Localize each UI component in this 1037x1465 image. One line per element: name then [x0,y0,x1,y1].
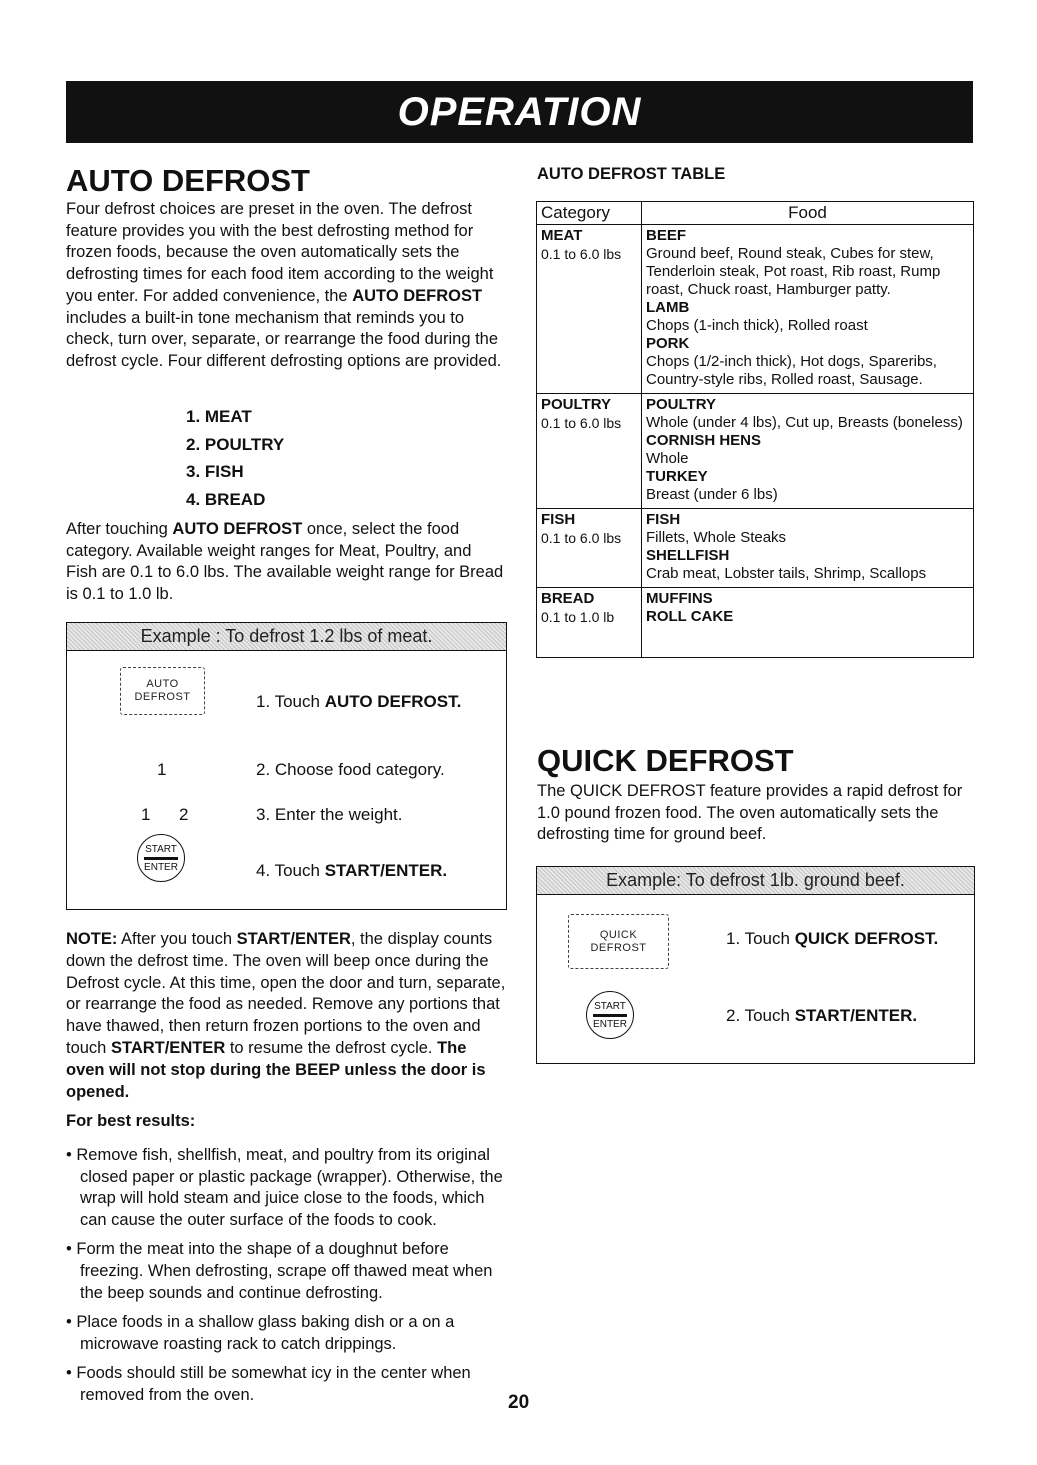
operation-banner [66,81,973,143]
auto-defrost-table-title: AUTO DEFROST TABLE [537,165,726,183]
start-label: START [594,1000,626,1012]
auto-defrost-table [536,201,974,658]
food-items: Whole (under 4 lbs), Cut up, Breasts (boneless) [646,414,963,431]
food-cell [642,394,974,509]
start-enter-button[interactable] [137,834,185,882]
number-key-weight-1[interactable]: 1 [141,805,151,824]
category-range: 0.1 to 1.0 lb [541,609,615,625]
auto-step-1: 1. Touch AUTO DEFROST. [256,692,462,711]
category-cell [537,225,642,394]
banner-title: OPERATION [397,89,642,134]
food-items: Chops (1-inch thick), Rolled roast [646,317,868,334]
quick-defrost-key-line1: QUICK [599,928,638,941]
quick-defrost-key[interactable] [568,914,669,969]
example-header: Example: To defrost 1lb. ground beef. [537,867,974,895]
start-enter-button[interactable] [586,991,634,1039]
food-items: Ground beef, Round steak, Cubes for stew, Tenderloin steak, Pot roast, Rib roast, Rump roast, Chuck roast, Hamburger patty. [646,245,941,298]
auto-step-2: 2. Choose food category. [256,760,445,779]
quick-defrost-key-line2: DEFROST [590,941,647,954]
option-poultry: 2. POULTRY [186,434,285,454]
option-fish: 3. FISH [186,462,244,481]
best-results-tips [66,1145,511,1415]
food-items: Fillets, Whole Steaks [646,529,787,546]
food-name: PORK [646,335,690,352]
category-name: FISH [541,511,576,528]
category-cell [537,588,642,658]
category-range: 0.1 to 6.0 lbs [541,415,622,431]
auto-defrost-intro: Four defrost choices are preset in the oven. The defrost feature provides you with the best defrosting method for frozen foods, because the oven automatically sets the defrosting times for each food item according to the weight you enter. For added convenience, the AUTO DEFROST includes a built-in tone mechanism that reminds you to check, turn over, separate, or rearrange the food during the defrost cycle. Four different defrosting options are provided. [66,200,502,370]
auto-defrost-heading: AUTO DEFROST [66,163,310,198]
defrost-options-list [186,403,284,513]
quick-defrost-heading: QUICK DEFROST [537,743,794,778]
table-row [537,225,974,394]
option-bread: 4. BREAD [186,489,266,509]
column-header-category: Category [537,202,642,225]
food-items: Chops (1/2-inch thick), Hot dogs, Spareribs, Country-style ribs, Rolled roast, Sausage. [646,353,937,388]
category-name: POULTRY [541,396,611,413]
auto-step-4: 4. Touch START/ENTER. [256,861,448,880]
number-key-weight-2[interactable]: 2 [179,805,189,824]
quick-step-1: 1. Touch QUICK DEFROST. [726,929,939,948]
number-key-category[interactable]: 1 [157,760,167,779]
food-items: Whole [646,450,689,467]
enter-label: ENTER [144,861,178,873]
category-cell [537,509,642,588]
table-row [537,394,974,509]
category-name: MEAT [541,227,583,244]
best-results-label: For best results: [66,1112,196,1130]
defrost-note: NOTE: After you touch START/ENTER, the display counts down the defrost time. The oven will beep once during the Defrost cycle. At this time, open the door and turn, separate, or rearrange the food as needed. Remove any portions that have thawed, then return frozen portions to the oven and touch START/ENTER to resume the defrost cycle. The oven will not stop during the BEEP unless the door is opened. [66,930,506,1101]
table-header-row [537,202,974,225]
weight-range-paragraph: After touching AUTO DEFROST once, select the food category. Available weight ranges for Meat, Poultry, and Fish are 0.1 to 6.0 lbs. The available weight range for Bread is 0.1 to 1.0 lb. [66,520,504,604]
category-range: 0.1 to 6.0 lbs [541,530,622,546]
table-row [537,509,974,588]
category-range: 0.1 to 6.0 lbs [541,246,622,262]
auto-defrost-key[interactable] [120,667,205,715]
food-items: Crab meat, Lobster tails, Shrimp, Scallops [646,565,927,582]
food-items: Breast (under 6 lbs) [646,486,778,503]
food-name: BEEF [646,227,687,244]
start-divider [144,857,178,860]
start-label: START [145,843,177,855]
quick-step-2: 2. Touch START/ENTER. [726,1006,918,1025]
tip-item: • Form the meat into the shape of a doughnut before freezing. When defrosting, scrape off thawed meat when the beep sounds and continue defrosting. [66,1240,493,1302]
tip-item: • Place foods in a shallow glass baking dish or a on a microwave roasting rack to catch drippings. [66,1313,455,1353]
quick-defrost-intro: The QUICK DEFROST feature provides a rapid defrost for 1.0 pound frozen food. The oven automatically sets the defrosting time for ground beef. [537,782,963,844]
food-cell [642,509,974,588]
auto-defrost-key-line1: AUTO [146,678,179,690]
category-name: BREAD [541,590,595,607]
food-name: POULTRY [646,396,716,413]
auto-defrost-key-line2: DEFROST [134,691,191,703]
food-name: SHELLFISH [646,547,730,564]
tip-item: • Foods should still be somewhat icy in the center when removed from the oven. [66,1364,471,1404]
food-name: LAMB [646,299,690,316]
example-header: Example : To defrost 1.2 lbs of meat. [67,623,506,651]
food-name: FISH [646,511,681,528]
page-number: 20 [508,1392,530,1413]
column-header-food: Food [642,202,974,225]
table-row [537,588,974,658]
food-cell [642,588,974,658]
tip-item: • Remove fish, shellfish, meat, and poultry from its original closed paper or plastic package (wrapper). Otherwise, the wrap will hold steam and juice close to the foods, which can cause the outer surface of the foods to cook. [66,1146,503,1229]
food-name: CORNISH HENS [646,432,762,449]
option-meat: 1. MEAT [186,407,252,426]
food-name: ROLL CAKE [646,608,734,625]
food-name: TURKEY [646,468,708,485]
food-cell [642,225,974,394]
food-name: MUFFINS [646,590,713,607]
category-cell [537,394,642,509]
start-divider [593,1014,627,1017]
auto-step-3: 3. Enter the weight. [256,805,403,824]
enter-label: ENTER [593,1018,627,1030]
